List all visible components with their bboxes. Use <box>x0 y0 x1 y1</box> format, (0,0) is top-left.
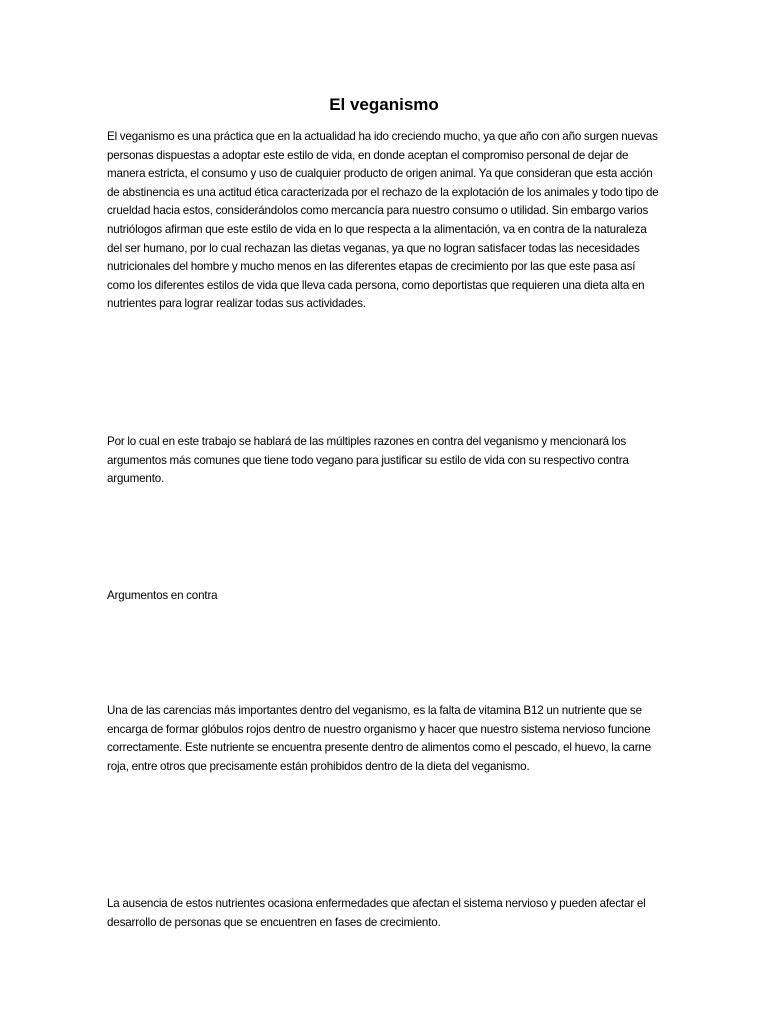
paragraph-introduction: El veganismo es una práctica que en la actualidad ha ido creciendo mucho, ya que año con año surgen nuevas personas dispuestas a adoptar este estilo de vida, en donde aceptan el compromiso personal de dejar de manera estricta, el consumo y uso de cualquier producto de origen animal. Ya que consideran que esta acción de abstinencia es una actitud ética caracterizada por el rechazo de la explotación de los animales y todo tipo de crueldad hacia estos, considerándolos como mercancía para nuestro consumo o utilidad. Sin embargo varios nutriólogos afirman que este estilo de vida en lo que respecta a la alimentación, va en contra de la naturaleza del ser humano, por lo cual rechazan las dietas veganas, ya que no logran satisfacer todas las necesidades nutricionales del hombre y mucho menos en las diferentes etapas de crecimiento por las que este pasa así como los diferentes estilos de vida que lleva cada persona, como deportistas que requieren una dieta alta en nutrientes para lograr realizar todas sus actividades. <box>107 130 659 311</box>
section-heading-arguments: Argumentos en contra <box>107 589 218 602</box>
document-title: El veganismo <box>329 95 439 114</box>
paragraph-consequences: La ausencia de estos nutrientes ocasiona enfermedades que afectan el sistema nervioso y pueden afectar el desarrollo de personas que se encuentren en fases de crecimiento. <box>107 897 646 929</box>
paragraph-purpose: Por lo cual en este trabajo se hablará de las múltiples razones en contra del veganismo y mencionará los argumentos más comunes que tiene todo vegano para justificar su estilo de vida con su respectivo contra argumento. <box>107 435 629 486</box>
paragraph-vitamin-b12: Una de las carencias más importantes dentro del veganismo, es la falta de vitamina B12 un nutriente que se encarga de formar glóbulos rojos dentro de nuestro organismo y hacer que nuestro sistema nervioso funcione correctamente. Este nutriente se encuentra presente dentro de alimentos como el pescado, el huevo, la carne roja, entre otros que precisamente están prohibidos dentro de la dieta del veganismo. <box>107 704 652 773</box>
